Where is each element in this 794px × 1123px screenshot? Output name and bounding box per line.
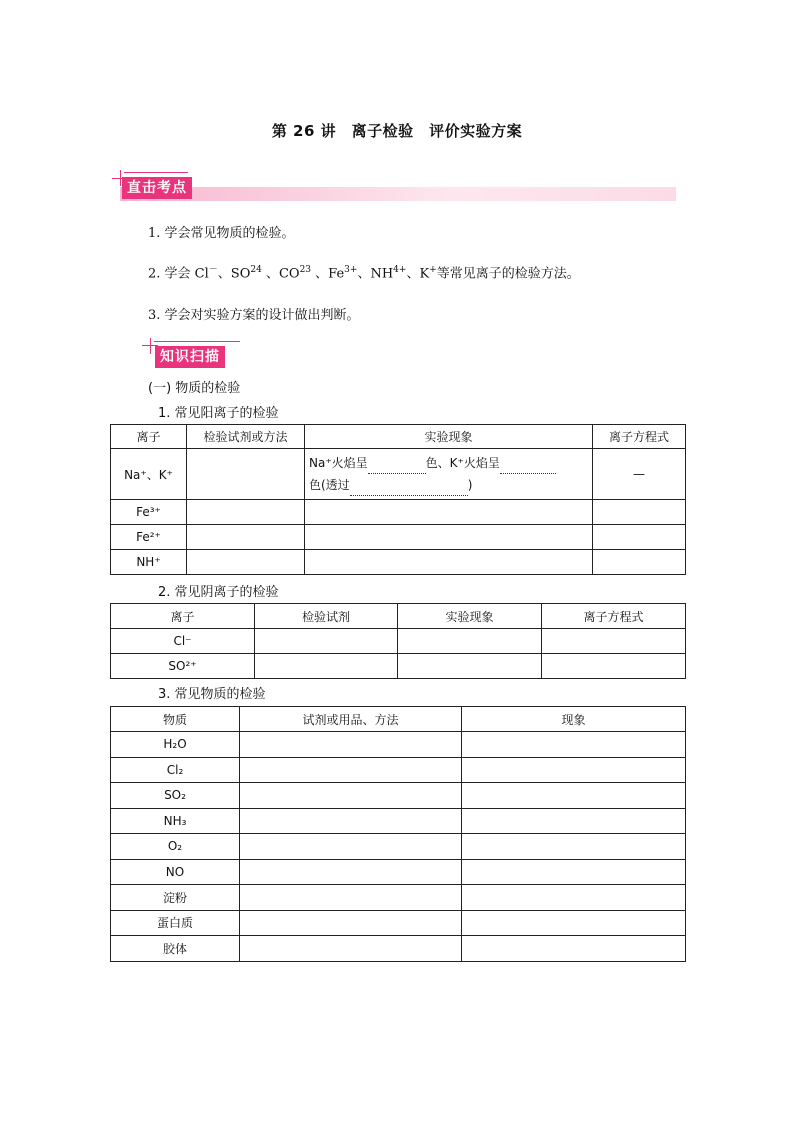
blank-cell [305,550,593,575]
blank-cell [187,525,305,550]
blank-cell [462,834,686,860]
banner-top-line [124,172,188,173]
blank-cell [398,654,542,679]
header-reagent: 检验试剂 [255,604,398,629]
ion-nh4: NH⁺ [111,550,187,575]
header-equation: 离子方程式 [542,604,686,629]
ion-fe2: Fe²⁺ [111,525,187,550]
blank-cell [462,757,686,783]
blank-cell [462,783,686,809]
page-title: 第 26 讲 离子检验 评价实验方案 [271,122,523,140]
blank-cell [240,757,462,783]
cation-table [110,424,686,575]
substance-h2o: H₂O [111,732,240,758]
blank-cell [187,449,305,500]
goal-1: 1. 学会常见物质的检验。 [148,226,295,241]
ion-fe3: Fe³⁺ [111,500,187,525]
anion-table [110,603,686,679]
header-ion: 离子 [111,425,187,449]
section-banner-knowledge: 知识扫描 [155,346,225,368]
blank-cell [462,732,686,758]
banner-top-line [154,341,240,342]
goal-2: 2. 学会 Cl－、SO$^{24}$ 、CO$^{23}$ 、$Fe^{3+}$、$NH^{4+}$、K+等常见离子的检验方法。 [148,265,580,282]
blank-cell [240,732,462,758]
blank-cell [240,936,462,962]
goal-3: 3. 学会对实验方案的设计做出判断。 [148,308,360,323]
blank-cell [398,629,542,654]
na-k-phenomenon: Na⁺火焰呈 色、K⁺火焰呈 色(透过 ) [305,449,593,500]
blank-cell [542,629,686,654]
subsection-substances: 3. 常见物质的检验 [158,687,266,702]
blank-cell [305,500,593,525]
substance-no: NO [111,859,240,885]
blank-cell [593,550,686,575]
blank-cell [240,910,462,936]
header-substance: 物质 [111,707,240,732]
blank-cell [462,936,686,962]
blank-cell [240,808,462,834]
blank-cell [542,654,686,679]
substance-so2: SO₂ [111,783,240,809]
banner-corner-mark [150,338,151,354]
na-k-equation: — [593,449,686,500]
subsection-anions: 2. 常见阴离子的检验 [158,585,279,600]
blank-cell [593,525,686,550]
substance-o2: O₂ [111,834,240,860]
header-ion: 离子 [111,604,255,629]
header-phenomenon: 实验现象 [305,425,593,449]
header-phenomenon: 现象 [462,707,686,732]
header-method: 试剂或用品、方法 [240,707,462,732]
blank-cell [593,500,686,525]
blank-cell [462,885,686,911]
substance-table [110,706,686,962]
ion-na-k: Na⁺、K⁺ [111,449,187,500]
section-heading: (一) 物质的检验 [148,381,241,396]
header-phenomenon: 实验现象 [398,604,542,629]
ion-cl: Cl⁻ [111,629,255,654]
blank-cell [187,500,305,525]
subsection-cations: 1. 常见阳离子的检验 [158,406,279,421]
substance-nh3: NH₃ [111,808,240,834]
header-reagent: 检验试剂或方法 [187,425,305,449]
blank-cell [305,525,593,550]
blank-cell [462,910,686,936]
substance-starch: 淀粉 [111,885,240,911]
blank-cell [240,783,462,809]
blank-cell [462,859,686,885]
header-equation: 离子方程式 [593,425,686,449]
banner-bar [120,187,676,201]
substance-cl2: Cl₂ [111,757,240,783]
blank-cell [240,859,462,885]
blank-cell [462,808,686,834]
blank-cell [240,885,462,911]
blank-cell [255,654,398,679]
section-banner-goals: 直击考点 [122,177,192,199]
substance-colloid: 胶体 [111,936,240,962]
blank-cell [255,629,398,654]
ion-so4: SO²⁺ [111,654,255,679]
substance-protein: 蛋白质 [111,910,240,936]
blank-cell [187,550,305,575]
blank-cell [240,834,462,860]
